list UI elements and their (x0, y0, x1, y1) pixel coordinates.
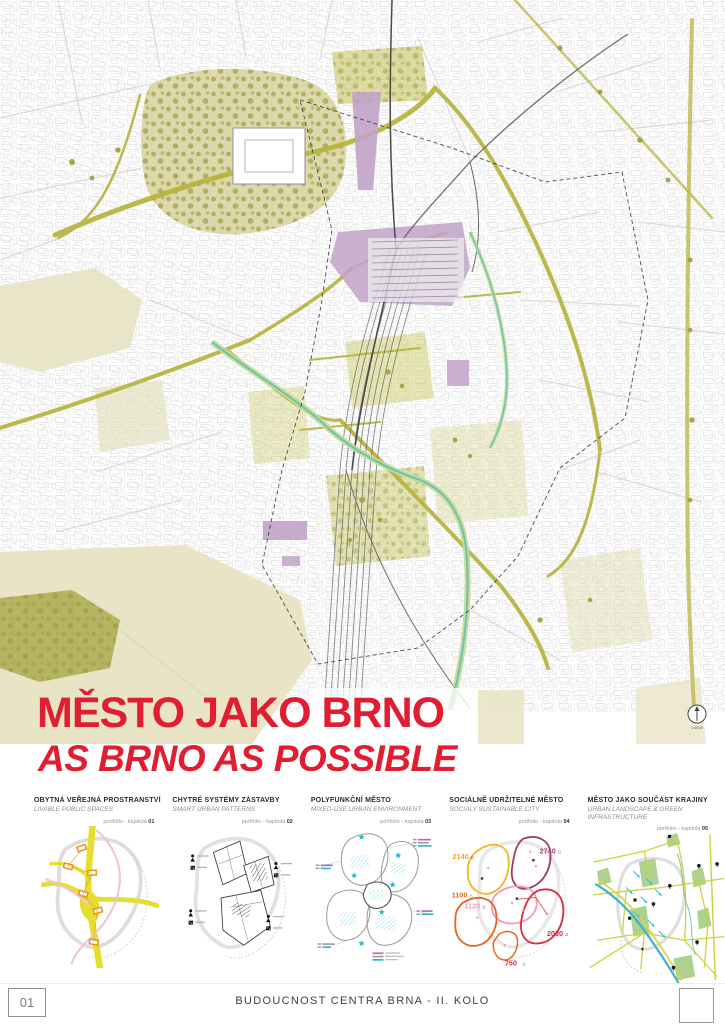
panel-livable-public-spaces (34, 797, 168, 983)
panel-smart-urban-patterns (172, 797, 306, 983)
landscape-network (589, 835, 724, 980)
panel-socially-sustainable-city (449, 797, 583, 983)
svg-text:2140⌂: 2140 ⌂ (452, 851, 475, 861)
panel-subtitle: SOCIALY SUSTAINABLE CITY (449, 805, 540, 813)
panel-title: CHYTRÉ SYSTÉMY ZÁSTAVBY (172, 797, 280, 804)
svg-text:2030⌂: 2030 ⌂ (547, 928, 569, 938)
mixed-use-hatch (339, 854, 406, 932)
green-patches (597, 833, 712, 980)
panel-subtitle: LIVABLE PUBLIC SPACES (34, 805, 113, 813)
panel-mixed-use-city (311, 797, 445, 983)
poster-title-czech: MĚSTO JAKO BRNO (37, 689, 445, 737)
footer-bar (0, 983, 725, 1024)
map-scale-label: 1:5000 (691, 726, 703, 730)
panel-urban-landscape (588, 797, 722, 983)
heart-icon: ♥ (640, 947, 644, 954)
panel-title: MĚSTO JAKO SOUČÁST KRAJINY (587, 797, 708, 804)
castle-footprint (233, 128, 305, 184)
panel-subtitle: MIXED-USE URBAN ENVIRONMENT (310, 805, 422, 813)
concept-panels-row (34, 797, 722, 983)
panel-title: OBYTNÁ VEŘEJNÁ PROSTRANSTVÍ (34, 797, 161, 804)
svg-text:750⌂: 750 ⌂ (504, 957, 526, 967)
district-polygons (214, 841, 275, 945)
bottom-legend (372, 952, 403, 960)
panel-ref: portfolio - kapitola 02 (241, 818, 293, 825)
poster-title-english: AS BRNO AS POSSIBLE (38, 738, 457, 779)
footer-title: BUDOUCNOST CENTRA BRNA - II. KOLO (235, 995, 490, 1007)
panel-subtitle: URBAN LANDSCAPE & GREEN INFRASTRUCTURE (587, 805, 683, 821)
corner-box (679, 988, 714, 1023)
page-number-box: 01 (8, 988, 46, 1017)
diagram-mixed-use (311, 826, 445, 968)
svg-text:1100⌂: 1100 ⌂ (451, 890, 473, 900)
panel-ref: portfolio - kapitola 05 (656, 826, 709, 833)
panel-title: POLYFUNKČNÍ MĚSTO (310, 797, 391, 804)
diagram-social-sustainability (449, 826, 587, 968)
panel-ref: portfolio - kapitola 03 (380, 818, 432, 825)
diagram-green-infrastructure (588, 833, 725, 983)
diagram-urban-patterns (172, 826, 306, 968)
panel-subtitle: SMART URBAN PATTERNS (172, 805, 256, 813)
panel-ref: portfolio - kapitola 04 (518, 818, 570, 825)
svg-text:1120⌂: 1120 ⌂ (464, 900, 486, 910)
svg-text:2740⌂: 2740 ⌂ (539, 846, 562, 856)
diagram-public-spaces (34, 826, 168, 968)
panel-ref: portfolio - kapitola 01 (103, 818, 155, 825)
panel-title: SOCIÁLNĚ UDRŽITELNÉ MĚSTO (449, 797, 564, 804)
